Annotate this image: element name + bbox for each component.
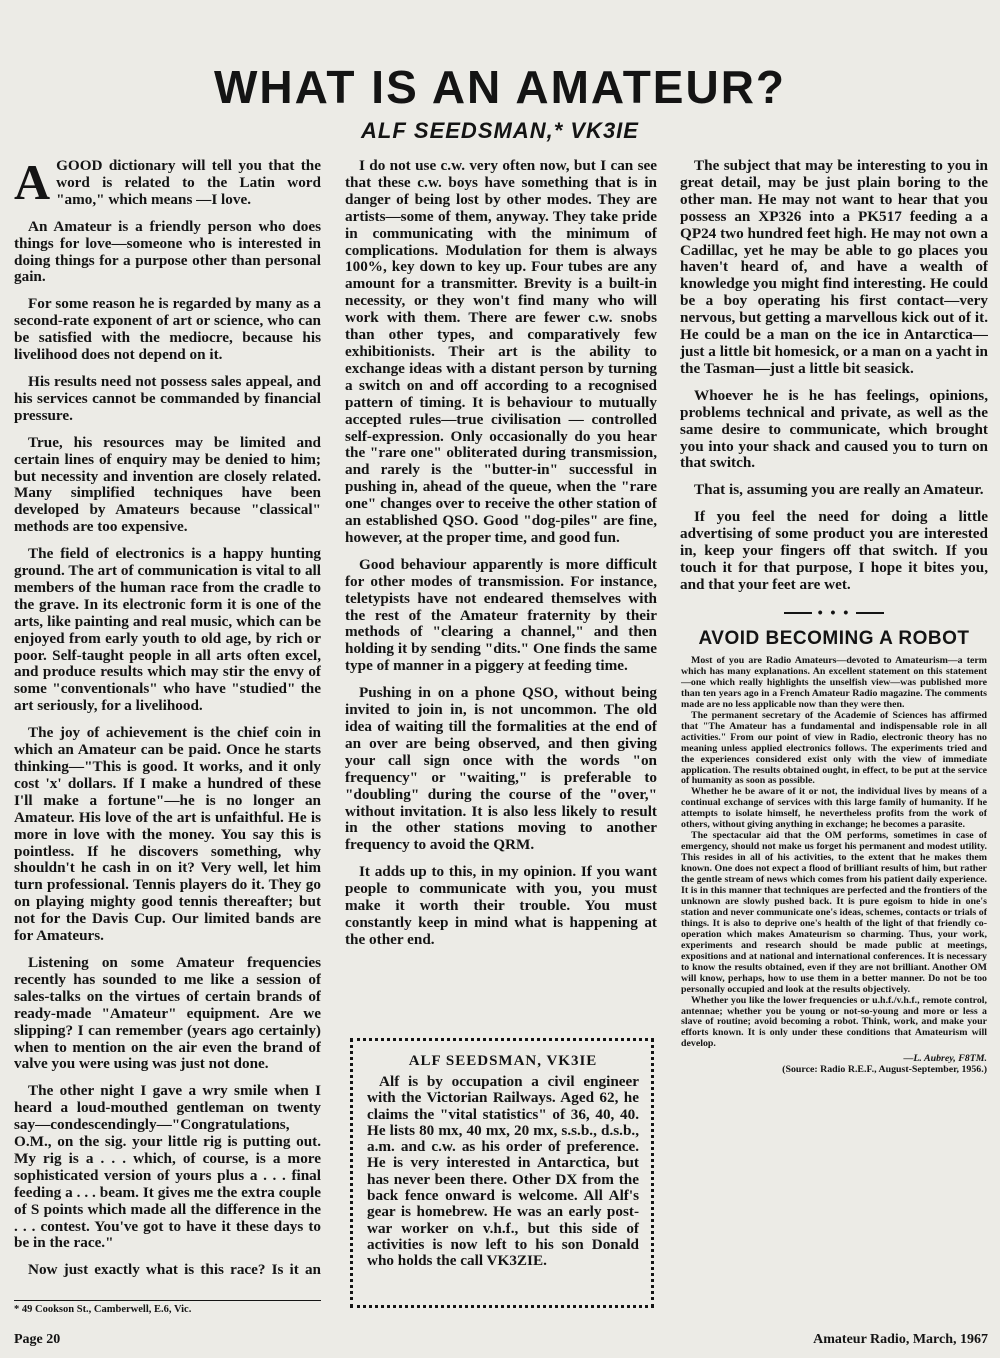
drop-cap: A [14,158,51,210]
robot-paragraph: Whether you like the lower frequencies or u.h.f./v.h.f., remote control, antennae; whether you be young or not-so-young and more or less a slave of routine; avoid becoming a robot. Think, work, and make your efforts known. It is only under these conditions that Amateurism will develop. [681,994,987,1050]
robot-signature: —L. Aubrey, F8TM. [903,1053,987,1065]
article-paragraph: True, his resources may be limited and certain lines of enquiry may be denied to him; but necessity and invention are closely related. Many simplified techniques have been developed by Amateurs because "classical" methods are too expensive. [14,433,321,536]
article-paragraph: Listening on some Amateur frequencies recently has sounded to me like a session of sales-talks on the virtues of certain brands of ready-made "Amateur" equipment. Are we slipping? I can remember (years ago certainly) when to mention on the air even the brand of valve you were using was just not done. [14,953,321,1073]
article-column-2 [345,158,657,988]
article-paragraph: The joy of achievement is the chief coin in which an Amateur can be paid. Once he starts thinking—"This is good. It works, and it only cost 'x' dollars. If I make a hundred of these I'll make a fortune"—he is no longer an Amateur. His love of the art is unfaithful. He is more in love with the money. You say this is pointless. If he discovers something, why shouldn't he cash in on it? Very well, let him turn professional. Tennis players do it. They go on playing mighty good tennis thereafter; but not for the Davis Cup. Our limited bands are for Amateurs. [14,724,321,945]
article-byline: ALF SEEDSMAN,* VK3IE [361,118,639,143]
separator-dots: • • • [817,604,851,620]
article-paragraph: The field of electronics is a happy hunting ground. The art of communication is vital to all members of the human race from the cradle to the grave. In its electronic form it is one of the arts, like painting and real music, which can be enjoyed from early youth to old age, by rich or poor. Self-taught people in all arts often excel, and produce results which may stir the envy of some "conventionals" who have "studied" the art seriously, for a livelihood. [14,545,321,715]
article-paragraph: Pushing in on a phone QSO, without being invited to join in, is not uncommon. The old idea of waiting till the formalities at the end of an over are being observed, and then giving your call sign once with the words "on frequency" or "waiting," is preferable to "doubling" during the course of the "over," without invitation. It is also less likely to result in the other stations moving to another frequency to avoid the QRM. [345,684,657,854]
separator-rule [856,612,884,614]
article-paragraph: Good behaviour apparently is more difficult for other modes of transmission. For instance, teletypists have not endeared themselves with the rest of the Amateur fraternity by their methods of "clearing a channel," and then holding it by sending "dits." One finds the same type of manner in a piggery at feeding time. [345,555,657,675]
article-paragraph: An Amateur is a friendly person who does things for love—someone who is interested in doing things for a purpose other than personal gain. [14,217,321,286]
robot-source: (Source: Radio R.E.F., August-September, 1956.) [782,1064,987,1076]
article-paragraph: If you feel the need for doing a little advertising of some product you are interested in, keep your fingers off that switch. If you touch it for that purpose, I hope it bites you, and that your feet are wet. [680,508,988,593]
article-column-1 [14,158,321,1278]
robot-heading: AVOID BECOMING A ROBOT [698,628,970,649]
article-paragraph: Now just exactly what is this race? Is it an [28,1261,321,1278]
author-bio-box [350,1038,654,1308]
article-paragraph: The subject that may be interesting to you in great detail, may be just plain boring to the other man. He may not want to hear that you possess an XP326 into a PK517 feeding a a QP24 two hundred feet high. He may not own a Cadillac, yet he may be able to go places you haven't heard of, and have a wealth of knowledge you might find interesting. He could be a boy operating his first contact—very nervous, but getting a marvellous kick out of it. He could be a man on the ice in Antarctica—just a little bit homesick, or a man on a yacht in the Tasman—just a little bit seasick. [680,158,988,377]
article-paragraph: For some reason he is regarded by many as a second-rate exponent of art or science, who can be satisfied with the mediocre, because his livelihood does not depend on it. [14,295,321,364]
article-paragraph: His results need not possess sales appeal, and his services cannot be commanded by financial pressure. [14,372,321,424]
article-paragraph: The other night I gave a wry smile when I heard a loud-mouthed gentleman on twenty say—condescendingly—"Congratulations, O.M., on the sig. your little rig is putting out. My rig is a . . . which, of course, is a more sophisticated version of yours plus a . . . final feeding a . . . beam. It gives me the extra couple of S points which made all the difference in the . . . contest. You've got to have it these days to be in the race." [14,1082,321,1252]
section-separator [680,604,988,620]
robot-paragraph: Most of you are Radio Amateurs—devoted to Amateurism—a term which has many explanations. An excellent statement on this statement—one which really highlights the unselfish view—was published more than ten years ago in a French Amateur Radio magazine. The comments made are no less applicable now than they were then. [681,655,987,710]
article-paragraph: It adds up to this, in my opinion. If you want people to communicate with you, you must make it worth their trouble. You must constantly keep in mind what is happening at the other end. [345,863,657,948]
robot-paragraph: Whether he be aware of it or not, the individual lives by means of a continual exchange of services with this large family of humanity. If he attempts to isolate himself, he nevertheless profits from the work of others, without giving anything in exchange; he becomes a parasite. [681,786,987,831]
page-number: Page 20 [14,1332,61,1347]
article-paragraph: I do not use c.w. very often now, but I can see that these c.w. boys have something that is in danger of being lost by other modes. They are artists—some of them, anyway. They take pride in communicating with the minimum of complications. Modulation for them is always 100%, key down to key up. Four tubes are any amount for a transmitter. Brevity is a built-in necessity, or they won't find many who will work with them. There are fewer c.w. snobs than other types, and comparatively few exhibitionists. Their art is the ability to exchange ideas with a distant person by turning a switch on and off according to a recognised pattern of timing. It is behaviour to mutually accepted rules—true civilisation — controlled self-expression. Only occasionally do you hear the "rare one" obliterated during transmission, and rarely is the "butter-in" successful in pushing in, ahead of the queue, when the "rare one" changes over to receive the other station of an established QSO. Good "dog-piles" are fine, however, at the proper time, and good fun. [345,158,657,546]
article-paragraph: That is, assuming you are really an Amateur. [694,481,984,499]
robot-paragraph: The permanent secretary of the Academie of Sciences has affirmed that "The Amateur has a fundamental and indispensable role in all activities." From our point of view in Radio, electronic theory has no meaning unless applied electronics follows. The experiments tried and the experiences considered exist only with the view of immediate application. The results obtained ought, in effect, to be put at the service of humanity as soon as possible. [681,709,987,787]
robot-sidebar [681,628,987,1340]
author-footnote: * 49 Cookson St., Camberwell, E.6, Vic. [14,1300,321,1315]
article-paragraph: AGOOD dictionary will tell you that the word is related to the Latin word "amo," which means —I love. [14,158,321,210]
bio-heading: ALF SEEDSMAN, VK3IE [408,1053,598,1069]
bio-text: Alf is by occupation a civil engineer with the Victorian Railways. Aged 62, he claims the "vital statistics" of 36, 40, 40. He lists 80 mx, 40 mx, 20 mx, s.s.b., d.s.b., a.m. and c.w. as his order of preference. He is very interested in Antarctica, but has never been there. Other DX from the back fence onward is welcome. All Alf's gear is homebrew. He was an early post-war worker on v.h.f., but this side of activities is now left to his son Donald who holds the call VK3ZIE. [367,1073,639,1270]
article-paragraph: Whoever he is he has feelings, opinions, problems technical and private, as well as the same desire to communicate, which brought you into your shack and caused you to turn on that switch. [680,386,988,472]
separator-rule [784,612,812,614]
robot-paragraph: The spectacular aid that the OM performs, sometimes in case of emergency, should not make us forget his permanent and modest utility. This resides in all of his activities, to the extent that he makes them known. One does not expect a flood of brilliant results of him, but rather the gentle stream of news which comes from his patient daily experience. It is in this manner that techniques are perfected and the frontiers of the unknown are slowly pushed back. It is pure egoism to hide in one's station and never communicate one's ideas, schemes, contacts or trials of things. It is also to deprive one's health of the light of that friendly co-operation which makes Amateurism so charming. Thus, your work, experiments and research should be made public at meetings, expositions and at national and international conferences. It is necessary to know the results obtained, even if they are not brilliant. Another OM will know, perhaps, how to use them in a better manner. Do not be too personally occupied and look at the results objectively. [681,830,987,995]
article-title: WHAT IS AN AMATEUR? [213,61,787,113]
publication-footer: Amateur Radio, March, 1967 [813,1332,988,1347]
article-column-3 [680,158,988,613]
